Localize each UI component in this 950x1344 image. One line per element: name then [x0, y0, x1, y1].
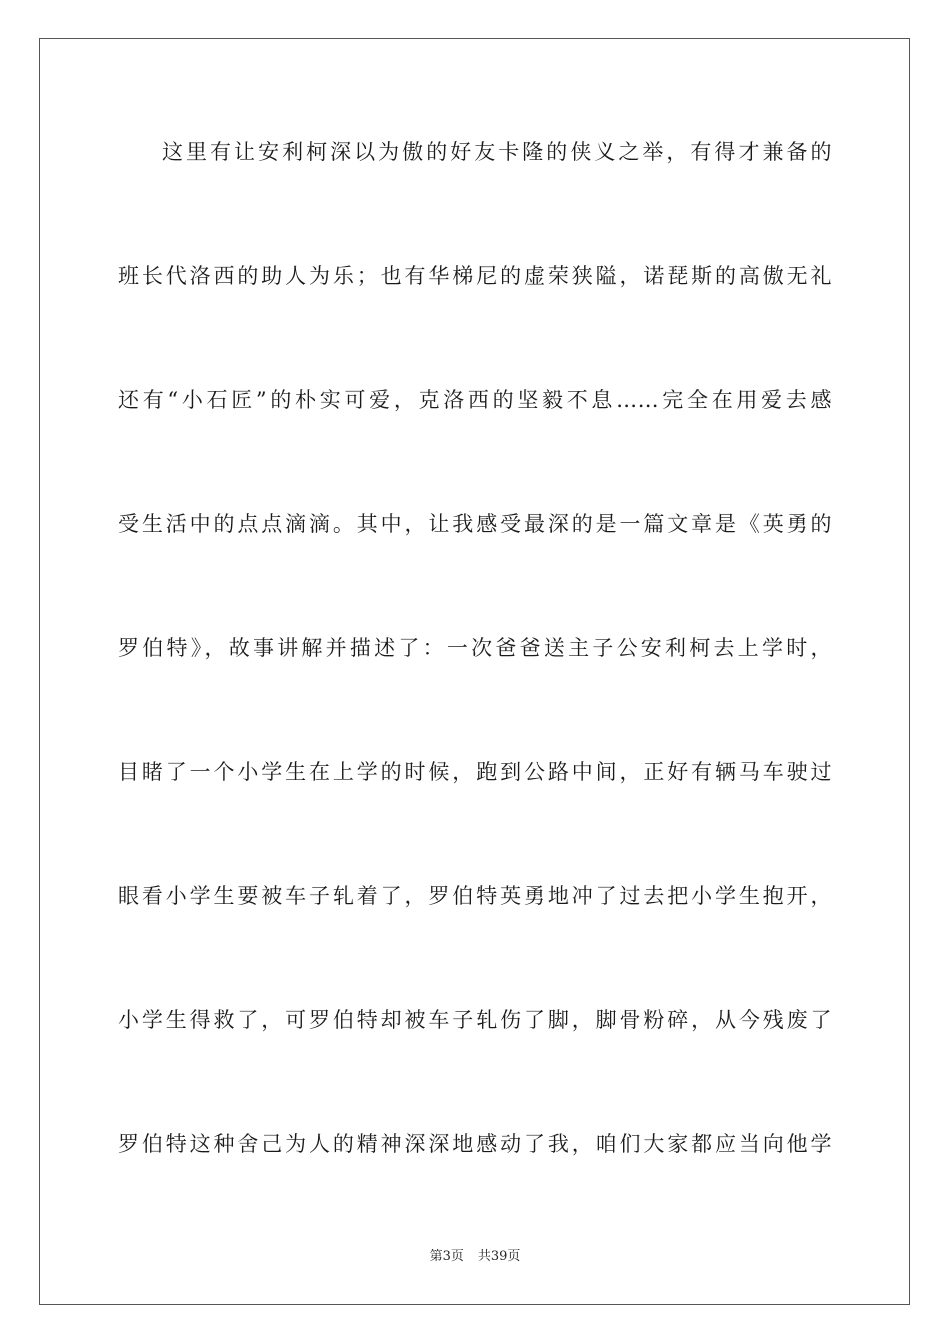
body-text-line: 罗伯特这种舍己为人的精神深深地感动了我，咱们大家都应当向他学: [118, 1132, 832, 1156]
body-text-line: 罗伯特》，故事讲解并描述了：一次爸爸送主子公安利柯去上学时，: [118, 636, 832, 660]
body-text-line: 班长代洛西的助人为乐；也有华梯尼的虚荣狭隘，诺琵斯的高傲无礼: [118, 264, 832, 288]
page-number: 第3页: [429, 1249, 464, 1264]
body-text-line: 还有“小石匠”的朴实可爱，克洛西的坚毅不息……完全在用爱去感: [118, 388, 832, 412]
body-text-line: 眼看小学生要被车子轧着了，罗伯特英勇地冲了过去把小学生抱开，: [118, 884, 832, 908]
body-text-line: 这里有让安利柯深以为傲的好友卡隆的侠义之举，有得才兼备的: [162, 140, 832, 164]
body-text-line: 受生活中的点点滴滴。其中，让我感受最深的是一篇文章是《英勇的: [118, 512, 832, 536]
body-text-line: 小学生得救了，可罗伯特却被车子轧伤了脚，脚骨粉碎，从今残废了: [118, 1008, 832, 1032]
page-border: [39, 38, 910, 1305]
page-footer: [0, 1248, 950, 1266]
total-pages: 共39页: [477, 1249, 521, 1264]
body-text-line: 目睹了一个小学生在上学的时候，跑到公路中间，正好有辆马车驶过: [118, 760, 832, 784]
